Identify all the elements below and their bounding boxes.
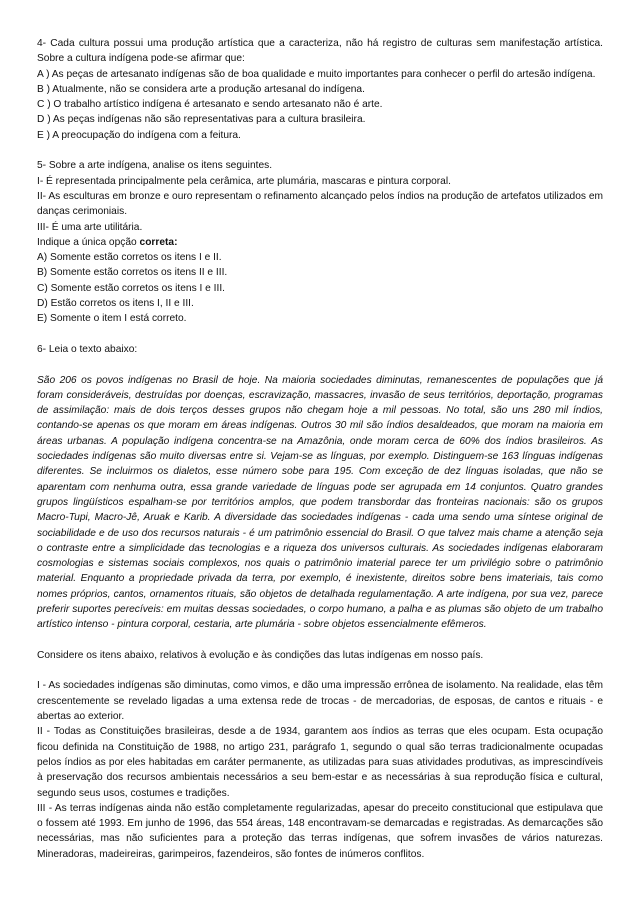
q4-option-e: E ) A preocupação do indígena com a feitura.	[37, 129, 241, 141]
spacer	[37, 143, 603, 158]
q4-option-a: A ) As peças de artesanato indígenas são de boa qualidade e muito importantes para conhecer o perfil do artesão indígena.	[37, 68, 596, 80]
spacer	[37, 327, 603, 342]
q5-item-1: I- É representada principalmente pela cerâmica, arte plumária, mascaras e pintura corporal.	[37, 175, 451, 187]
spacer	[37, 633, 603, 648]
q5-option-c: C) Somente estão corretos os itens I e III.	[37, 282, 225, 294]
q5-instruction-text: Indique a única opção	[37, 236, 140, 248]
q5-option-d: D) Estão corretos os itens I, II e III.	[37, 298, 194, 310]
q5-item-2: II- As esculturas em bronze e ouro representam o refinamento alcançado pelos índios na produção de artefatos utilizados em danças cerimoniais.	[37, 190, 603, 218]
q5-option-e: E) Somente o item I está correto.	[37, 313, 187, 325]
q6-item-3: III - As terras indígenas ainda não estão completamente regularizadas, apesar do preceito constitucional que estipulava que o fossem até 1993. Em junho de 1996, das 554 áreas, 148 encontravam-se demarcadas e registradas. As demarcações são necessárias, mas não suficientes para a proteção das terras indígenas, que sofrem invasões de vários naturezas. Mineradoras, madeireiras, garimpeiros, fazendeiros, são fontes de inúmeros conflitos.	[37, 802, 603, 860]
q5-stem: 5- Sobre a arte indígena, analise os itens seguintes.	[37, 160, 273, 172]
spacer	[37, 357, 603, 372]
q5-instruction	[37, 235, 603, 250]
document-page	[37, 36, 603, 862]
q4-stem: 4- Cada cultura possui uma produção artística que a caracteriza, não há registro de culturas sem manifestação artística. Sobre a cultura indígena pode-se afirmar que:	[37, 38, 603, 65]
q6-item-2: II - Todas as Constituições brasileiras, desde a de 1934, garantem aos índios as terras que eles ocupam. Esta ocupação ficou definida na Constituição de 1988, no artigo 231, parágrafo 1, segundo o qual são terras tradicionalmente ocupadas pelos índios as por eles habitadas em caráter permanente, as utilizadas para suas atividades produtivas, as imprescindíveis à preservação dos recursos ambientais necessários a seu bem-estar e as necessárias à sua reprodução física e cultural, segundo seus usos, costumes e tradições.	[37, 726, 603, 799]
q5-instruction-bold: correta:	[139, 236, 178, 248]
q4-option-d: D ) As peças indígenas não são representativas para a cultura brasileira.	[37, 114, 366, 126]
q5-option-a: A) Somente estão corretos os itens I e II.	[37, 252, 222, 264]
q4-option-b: B ) Atualmente, não se considera arte a produção artesanal do indígena.	[37, 83, 365, 95]
q6-stem: 6- Leia o texto abaixo:	[37, 343, 138, 355]
q6-consider: Considere os itens abaixo, relativos à evolução e às condições das lutas indígenas em nosso país.	[37, 649, 484, 661]
spacer	[37, 663, 603, 678]
q6-item-1: I - As sociedades indígenas são diminutas, como vimos, e dão uma impressão errônea de isolamento. Na realidade, elas têm crescentemente se revelado ligadas a uma extensa rede de trocas - de mercadorias, de esposas, de cantos e rituais - e abertas ao exterior.	[37, 680, 603, 723]
q5-item-3: III- É uma arte utilitária.	[37, 221, 143, 233]
q5-option-b: B) Somente estão corretos os itens II e III.	[37, 267, 228, 279]
q6-passage: São 206 os povos indígenas no Brasil de hoje. Na maioria sociedades diminutas, remanescentes de populações que já foram consideráveis, destruídas por doenças, escravização, massacres, invasão de seus territórios, deportação, programas de assimilação: mais de dois terços desses grupos não chegam hoje a mil pessoas. No total, são uns 280 mil índios, contando-se apenas os que moram em áreas indígenas. Outros 30 mil são índios desaldeados, que moram na maioria em áreas urbanas. A população indígena concentra-se na Amazônia, onde moram cerca de 60% dos índios brasileiros. As sociedades indígenas são muito diversas entre si. Vejam-se as línguas, por exemplo. Distinguem-se 163 línguas indígenas diferentes. Se incluirmos os dialetos, esse número sobe para 195. Com exceção de dez línguas isoladas, que não se aparentam com nenhuma outra, essa grande variedade de línguas pode ser agrupada em 14 conjuntos. Quatro grandes grupos lingüísticos espalham-se por territórios amplos, que podem transbordar das fronteiras nacionais: são os grupos Macro-Tupi, Macro-Jê, Aruak e Karib. A diversidade das sociedades indígenas - cada uma sendo uma síntese original de sociabilidade e de uso dos recursos naturais - é um patrimônio essencial do Brasil. O que talvez mais chame a atenção seja o contraste entre a simplicidade das tecnologias e a riqueza dos universos culturais. As sociedades indígenas elaboraram cosmologias e sistemas sociais complexos, nos quais o patrimônio imaterial parece ter um privilégio sobre o patrimônio material. Enquanto a propriedade privada da terra, por exemplo, é inexistente, direitos sobre bens imateriais, tais como nomes próprios, cantos, ornamentos rituais, são objetos de detalhada regulamentação. A arte indígena, por sua vez, parece preferir suportes perecíveis: em muitas dessas sociedades, o corpo humano, a palha e as plumas são objeto de um trabalho artístico intenso - pintura corporal, cestaria, arte plumária - sobre objetos essencialmente efêmeros.	[37, 374, 603, 631]
q4-option-c: C ) O trabalho artístico indígena é artesanato e sendo artesanato não é arte.	[37, 99, 383, 111]
